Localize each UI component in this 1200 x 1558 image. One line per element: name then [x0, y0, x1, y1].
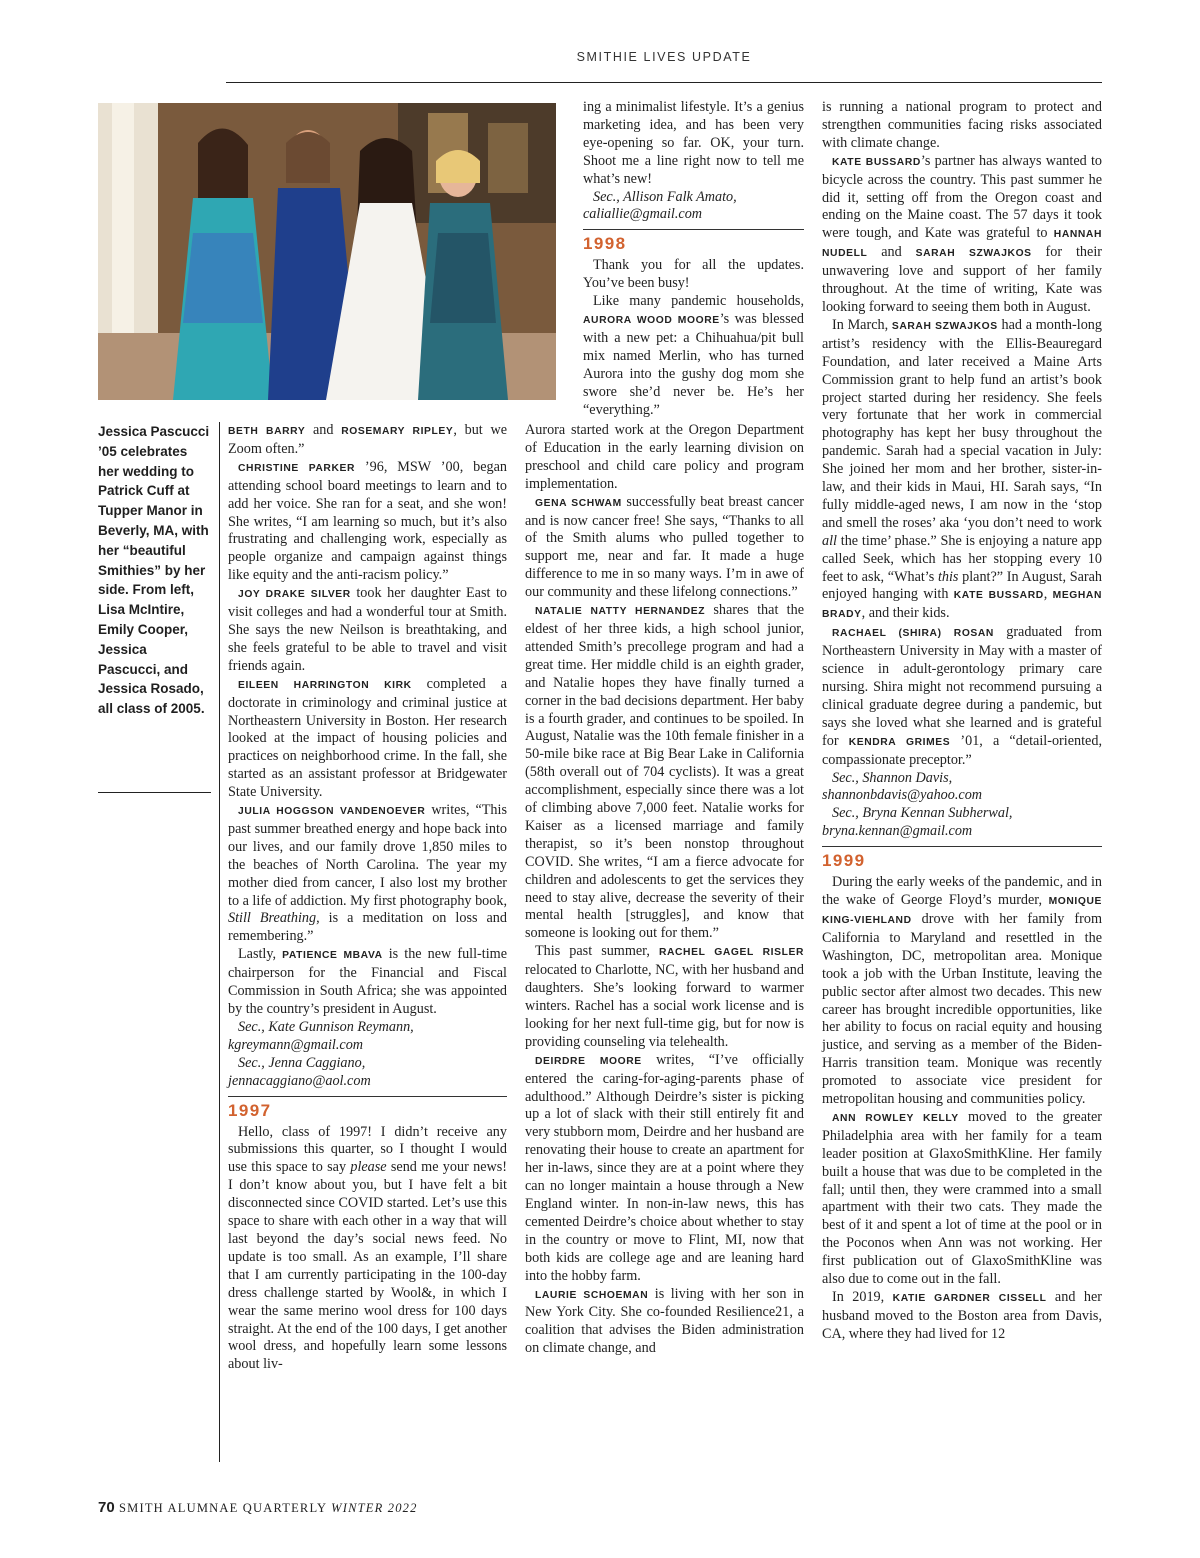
text: writes, “I’ve officially entered the caring-for-aging-parents phase of adulthood.” Although Deirdre’s sister is picking up a lot of slack with their still entirely fit and very stubborn mom, Deirdre and her husband are renovating their house to create an apartment for her in-laws, since they are at a point where they can no longer maintain a house through a New England winter. In non-in-law news, this has cemented Deirdre’s choice about whether to stay in the country or move to Flint, MI, now that both kids are college age and are leaning hard into the hobby farm.: [525, 1051, 804, 1284]
text: took her daughter East to visit colleges and had a wonderful tour at Smith. She says the new Neilson is breathtaking, and she feels grateful to be able to travel and visit friends again.: [228, 585, 508, 674]
name-eileen-harrington-kirk: EILEEN HARRINGTON KIRK: [238, 679, 412, 691]
emphasis: all: [822, 532, 837, 549]
book-title: Still Breathing: [228, 910, 317, 927]
paragraph-barry-ripley: [228, 422, 507, 459]
name-laurie-schoeman: LAURIE SCHOEMAN: [535, 1289, 649, 1301]
issue-label: WINTER 2022: [331, 1501, 418, 1515]
text: Like many pandemic households,: [593, 293, 804, 310]
text: is living with her son in New York City. She co-founded Resilience21, a coalition that advises the Biden administration on climate change, and: [525, 1285, 804, 1357]
name-rachel-gagel-risler: RACHEL GAGEL RISLER: [658, 947, 805, 959]
text: the time’ phase.” She is enjoying a nature app called Seek, which has her stopping every 10 feet to ask, “What’s: [822, 532, 1102, 585]
paragraph-1997-continued: ing a minimalist lifestyle. It’s a genius marketing idea, and has been very eye-opening so far. OK, your turn. Shoot me a line right now to tell me what’s new!: [583, 99, 804, 187]
text: relocated to Charlotte, NC, with her husband and daughters. She’s looking forward to warmer winters. Rachel has a social work license and is looking for her next full-time gig, but for now is providing counseling via telehealth.: [525, 962, 804, 1050]
text: This past summer,: [535, 943, 659, 960]
text: for their unwavering love and support of her family throughout. At the time of writing, Kate was looking forward to seeing them both in August.: [822, 244, 1102, 315]
text: Lastly,: [238, 946, 283, 963]
header-rule: [226, 82, 1102, 83]
wedding-group-photo: [98, 103, 556, 400]
paragraph-eileen-harrington-kirk: [228, 676, 507, 802]
name-aurora-wood-moore: AURORA WOOD MOORE: [583, 315, 720, 327]
text: During the early weeks of the pandemic, and in the wake of George Floyd’s murder,: [822, 874, 1102, 909]
text: and: [305, 422, 342, 438]
paragraph-monique-king-viehland: [822, 874, 1102, 1109]
secretary-line: Sec., Kate Gunnison Reymann,: [238, 1018, 414, 1035]
class-year-heading-1999: 1999: [822, 846, 1102, 871]
text: shares that the eldest of her three kids, a high school junior, attended Smith’s precollege program and had a great time. Her middle child is an eighth grader, and Natalie hopes they have finally turned a corner in the bad decisions department. Her baby is a fourth grader, and continues to be spoiled. In August, Natalie was the 10th female finisher in a 50-mile bike race at Big Bear Lake in California (58th overall out of 704 cyclists). It was a great accomplishment, especially since there was a lot of climbing above 7,000 feet. Natalie works for Kaiser as a licensed marriage and family therapist, so it’s been nonstop throughout COVID. She writes, “I am a fierce advocate for children and adolescents to get the services they need to stay alive, decrease the severity of their mental health [struggles], and know that someone is looking out for them.”: [525, 602, 804, 942]
name-natalie-hernandez: NATALIE NATTY HERNANDEZ: [535, 606, 706, 618]
name-gena-schwam: GENA SCHWAM: [535, 497, 622, 509]
name-hannah-nudell: HANNAH NUDELL: [822, 229, 1102, 260]
secretary-email[interactable]: shannonbdavis@yahoo.com: [822, 787, 983, 804]
text: , is a meditation on loss and remembering.”: [228, 910, 507, 945]
text: send me your news! I don’t know about you, but I have felt a bit disconnected since COVID started. Let’s use this space to share with each other in a way that will last beyond the day’s social news feed. No update is too small. As an example, I’ll share that I am currently participating in the 100-day dress challenge started by Wool&, in which I wear the same merino wool dress for 100 days straight. At the end of the 100 days, I get another wool dress, and hopefully learn some lessons about liv-: [228, 1159, 507, 1373]
paragraph-laurie-schoeman: [525, 1286, 804, 1359]
secretary-line: Sec., Shannon Davis,: [832, 769, 953, 786]
secretary-line: Sec., Bryna Kennan Subherwal,: [832, 805, 1013, 822]
paragraph-patience-mbava: [228, 946, 507, 1019]
name-ann-rowley-kelly: ANN ROWLEY KELLY: [832, 1112, 959, 1124]
photo-caption: Jessica Pascucci ’05 celebrates her wedding to Patrick Cuff at Tupper Manor in Beverly, MA, with her “beautiful Smithies” by her side. From left, Lisa McIntire, Emily Cooper, Jessica Pascucci, and Jessica Rosado, all class of 2005.: [98, 424, 210, 717]
text: ’s partner has always wanted to bicycle across the country. This past summer he did it, setting off from the Oregon coast and ending on the Maine coast. The 57 days it took were tough, and Kate was grateful to: [822, 152, 1102, 242]
name-julia-vandenoever: JULIA HOGGSON VANDENOEVER: [238, 806, 426, 818]
page-number: 70: [98, 1499, 115, 1516]
paragraph-aurora-continued: Aurora started work at the Oregon Department of Education in the early learning division on preschool and child care policy and program implementation.: [525, 422, 804, 492]
name-christine-parker: CHRISTINE PARKER: [238, 462, 356, 474]
paragraph-1998-intro: Thank you for all the updates. You’ve been busy!: [583, 257, 804, 292]
paragraph-laurie-continued: is running a national program to protect and strengthen communities facing risks associated with climate change.: [822, 99, 1102, 151]
text: ’s was blessed with a new pet: a Chihuahua/pit bull mix named Merlin, who has turned Aurora into the gushy dog mom she swore she’d never be. He’s her “everything.”: [583, 311, 804, 418]
secretary-email[interactable]: bryna.kennan@gmail.com: [822, 823, 973, 840]
paragraph-aurora-wood-moore: [583, 293, 804, 419]
text: graduated from Northeastern University in May with a master of science in adult-gerontology primary care nursing. Shira might not recommend pursuing a clinical graduate degree during a pandemic, but says she loved what she learned and is grateful for: [822, 624, 1102, 749]
column-divider: [219, 422, 220, 1462]
column-1: [228, 422, 507, 1374]
paragraph-kate-bussard: [822, 153, 1102, 317]
name-meghan-brady: MEGHAN BRADY: [822, 590, 1103, 621]
name-beth-barry: BETH BARRY: [228, 426, 306, 437]
paragraph-ann-rowley-kelly: [822, 1109, 1102, 1289]
text: , but we Zoom often.”: [228, 422, 507, 457]
class-year-heading-1997: 1997: [228, 1096, 507, 1121]
name-sarah-szwajkos: SARAH SZWAJKOS: [915, 248, 1032, 260]
text: In 2019,: [832, 1289, 893, 1305]
name-rosemary-ripley: ROSEMARY RIPLEY: [341, 426, 454, 437]
paragraph-1997-intro: [228, 1124, 507, 1375]
name-shira-rosan: RACHAEL (SHIRA) ROSAN: [832, 628, 994, 640]
caption-rule: [98, 792, 211, 793]
paragraph-gena-schwam: [525, 494, 804, 602]
paragraph-sarah-szwajkos: [822, 317, 1102, 624]
secretary-email[interactable]: caliallie@gmail.com: [583, 206, 703, 223]
running-head: SMITHIE LIVES UPDATE: [576, 50, 752, 64]
column-2-bottom: [525, 422, 804, 1358]
paragraph-deirdre-moore: [525, 1052, 804, 1286]
text: ’01, a “detail-oriented, compassionate preceptor.”: [822, 732, 1102, 768]
secretary-email[interactable]: kgreymann@gmail.com: [228, 1036, 364, 1053]
text: had a month-long artist’s residency with the Ellis-Beauregard Foundation, and later received a Maine Arts Commission grant to help fund an artist’s book project started during her residency. She feels very fortunate that her work in commercial photography has kept her busy throughout the pandemic. Sarah had a special vacation in July: She joined her mom and her brother, sister-in-law, and their kids in Maui, HI. Sarah says, “In fully middle-aged news, I am now in the ‘stop and smell the roses’ aka ‘you don’t need to work: [822, 316, 1102, 531]
text: , and their kids.: [861, 605, 950, 622]
paragraph-shira-rosan: [822, 624, 1102, 769]
text: and: [867, 244, 916, 261]
text: plant?” In August, Sarah enjoyed hanging with: [822, 568, 1102, 603]
paragraph-rachel-gagel-risler: [525, 943, 804, 1051]
page-footer: [98, 1499, 418, 1516]
text: and her husband moved to the Boston area from Davis, CA, where they had lived for 12: [822, 1289, 1102, 1342]
secretary-line: Sec., Jenna Caggiano,: [238, 1054, 366, 1071]
text: ,: [1043, 586, 1053, 603]
column-2-top: [583, 99, 804, 420]
name-kate-bussard: KATE BUSSARD: [953, 590, 1044, 602]
paragraph-joy-drake-silver: [228, 585, 507, 676]
secretary-email[interactable]: jennacaggiano@aol.com: [228, 1072, 371, 1089]
text: ’96, MSW ’00, began attending school board meetings to learn and to add her voice. She ran for a seat, and she won! She writes, “I am learning so much, but it’s also frustrating and challenging work, especially as people organize and campaign against things like equity and the anti-racism policy.”: [228, 458, 507, 584]
text: completed a doctorate in criminology and criminal justice at Northeastern University in Boston. Her research looked at the impact of housing policies and practices on neighborhood crime. In the fall, she started as an assistant professor at Bridgewater State University.: [228, 675, 507, 801]
paragraph-christine-parker: [228, 459, 507, 585]
publication-name: SMITH ALUMNAE QUARTERLY: [119, 1501, 327, 1515]
emphasis: this: [937, 568, 959, 585]
name-sarah-szwajkos: SARAH SZWAJKOS: [891, 320, 998, 332]
class-year-heading-1998: 1998: [583, 229, 804, 254]
text: In March,: [832, 316, 892, 333]
name-kate-bussard: KATE BUSSARD: [832, 156, 921, 168]
text: drove with her family from California to Maryland and resettled in the Washington, DC, metropolitan area. Monique took a job with the Urban Institute, leaving the public sector after almost two decades. This new career has brought incredible opportunities, like her ability to focus on racial equity and housing justice, and serving as a member of the Biden-Harris transition team. Monique was recently promoted to associate vice president for metropolitan housing and communities policy.: [822, 910, 1102, 1108]
text: moved to the greater Philadelphia area with her family for a team leader position at GlaxoSmithKline. Her family built a house that was due to be completed in the fall; until then, they were crammed into a small apartment with their two cats. They made the best of it and spent a lot of time at the pool or in the Poconos when Ann was not working. Her first publication out of GlaxoSmithKline was also due to come out in the fall.: [822, 1108, 1102, 1288]
name-monique-king-viehland: MONIQUE KING-VIEHLAND: [822, 896, 1102, 926]
text: Hello, class of 1997! I didn’t receive any submissions this quarter, so I thought I would use this space to say: [228, 1123, 507, 1176]
name-deirdre-moore: DEIRDRE MOORE: [535, 1055, 642, 1067]
photo-illustration: [98, 103, 556, 400]
text: is the new full-time chairperson for the Financial and Fiscal Commission in South Africa; she was appointed by the country’s president in August.: [228, 946, 507, 1017]
secretary-line: Sec., Allison Falk Amato,: [593, 188, 737, 205]
emphasis: please: [350, 1159, 387, 1176]
text: writes, “This past summer breathed energy and hope back into our lives, and our family drove 1,850 miles to the beaches of North Carolina. The year my mother died from cancer, I also lost my brother to a life of addiction. My first photography book,: [228, 802, 507, 909]
paragraph-natalie-hernandez: [525, 602, 804, 943]
text: successfully beat breast cancer and is now cancer free! She says, “Thanks to all of the Smith alums who pulled together to support me, near and far. It made a huge difference to me in so many ways. I’m in awe of our community and these lifelong connections.”: [525, 493, 804, 601]
column-3: [822, 99, 1102, 1344]
paragraph-katie-gardner-cissell: [822, 1289, 1102, 1344]
name-katie-gardner-cissell: KATIE GARDNER CISSELL: [892, 1293, 1047, 1304]
name-patience-mbava: PATIENCE MBAVA: [282, 950, 383, 962]
name-kendra-grimes: KENDRA GRIMES: [848, 736, 951, 748]
name-joy-drake-silver: JOY DRAKE SILVER: [238, 589, 351, 601]
paragraph-julia-vandenoever: [228, 802, 507, 946]
